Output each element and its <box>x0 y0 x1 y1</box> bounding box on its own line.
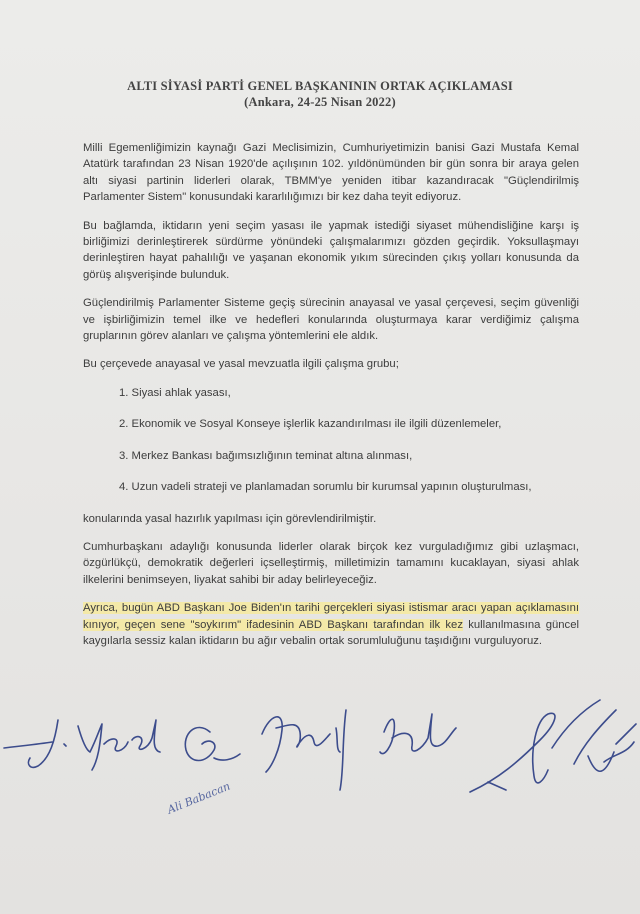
paragraph-3: Güçlendirilmiş Parlamenter Sisteme geçiş sürecinin anayasal ve yasal çerçevesi, seçim güvenliği ve işbirliğimizin temel ilke ve hedefleri konularında oluşturmaya karar verdiğimiz çalışma gruplarının görev alanları ve çalışma yöntemlerini ele aldık. <box>83 297 579 343</box>
numbered-list <box>83 385 579 496</box>
paragraph-2: Bu bağlamda, iktidarın yeni seçim yasası ile yapmak istediği siyaset mühendisliğine karşı iş birliğimizi derinleştirerek sürdürme yönündeki çalışmalarımızı gözden geçirdik. Yoksullaşmayı derinleştiren hayat pahalılığı ve yaşanan ekonomik yıkım sürecinden çıkış yolları konusunda da görüş alışverişinde bulunduk. <box>83 219 579 281</box>
signature-note: Ali Babacan <box>165 779 233 817</box>
paragraph-final <box>83 600 579 649</box>
list-item: 1. Siyasi ahlak yasası, <box>119 386 231 399</box>
signature-1 <box>4 720 160 770</box>
paragraph-1: Milli Egemenliğimizin kaynağı Gazi Meclisimizin, Cumhuriyetimizin banisi Gazi Mustafa Kemal Atatürk tarafından 23 Nisan 1920'de açılışının 102. yıldönümünden bir gün sonra bir araya gelen altı siyasi partinin liderleri olarak, TBMM'ye yeniden itibar kazandıracak "Güçlendirilmiş Parlamenter Sistem" konusundaki kararlılığımızı bir kez daha teyit ediyoruz. <box>83 142 579 204</box>
signature-5 <box>470 700 636 792</box>
signature-4 <box>380 714 456 754</box>
signature-3 <box>262 710 346 790</box>
signature-2 <box>185 727 240 760</box>
document-body <box>83 140 579 661</box>
signatures-drawing <box>0 680 640 840</box>
paragraph-candidate: Cumhurbaşkanı adaylığı konusunda liderler olarak birçok kez vurguladığımız gibi uzlaşmacı, özgürlükçü, demokratik değerleri içselleştirmiş, milletimizin tamamını kucaklayan, siyasi ahlak ilkelerini benimseyen, liyakat sahibi bir aday belirleyeceğiz. <box>83 540 579 586</box>
title-line-2: (Ankara, 24-25 Nisan 2022) <box>244 95 396 109</box>
paragraph-4: Bu çerçevede anayasal ve yasal mevzuatla ilgili çalışma grubu; <box>83 358 399 371</box>
document-title <box>0 78 640 110</box>
highlighted-text: Ayrıca, bugün ABD Başkanı Joe Biden'ın tarihi gerçekleri siyasi istismar aracı yapan açıklamasını kınıyor, geçen sene "soykırım" ifadesinin ABD Başkanı tarafından ilk kez <box>83 602 579 631</box>
signatures-area <box>0 680 640 840</box>
paragraph-final-rest: kullanılmasına güncel kaygılarla sessiz kalan iktidarın bu ağır vebalin ortak sorumluluğunu taşıdığını vurguluyoruz. <box>83 618 579 647</box>
list-item: 3. Merkez Bankası bağımsızlığının teminat altına alınması, <box>119 449 413 462</box>
title-line-1: ALTI SİYASİ PARTİ GENEL BAŞKANININ ORTAK AÇIKLAMASI <box>127 79 513 93</box>
list-item: 4. Uzun vadeli strateji ve planlamadan sorumlu bir kurumsal yapının oluşturulması, <box>119 481 532 494</box>
paragraph-after-list: konularında yasal hazırlık yapılması için görevlendirilmiştir. <box>83 512 377 525</box>
list-item: 2. Ekonomik ve Sosyal Konseye işlerlik kazandırılması ile ilgili düzenlemeler, <box>119 418 502 431</box>
